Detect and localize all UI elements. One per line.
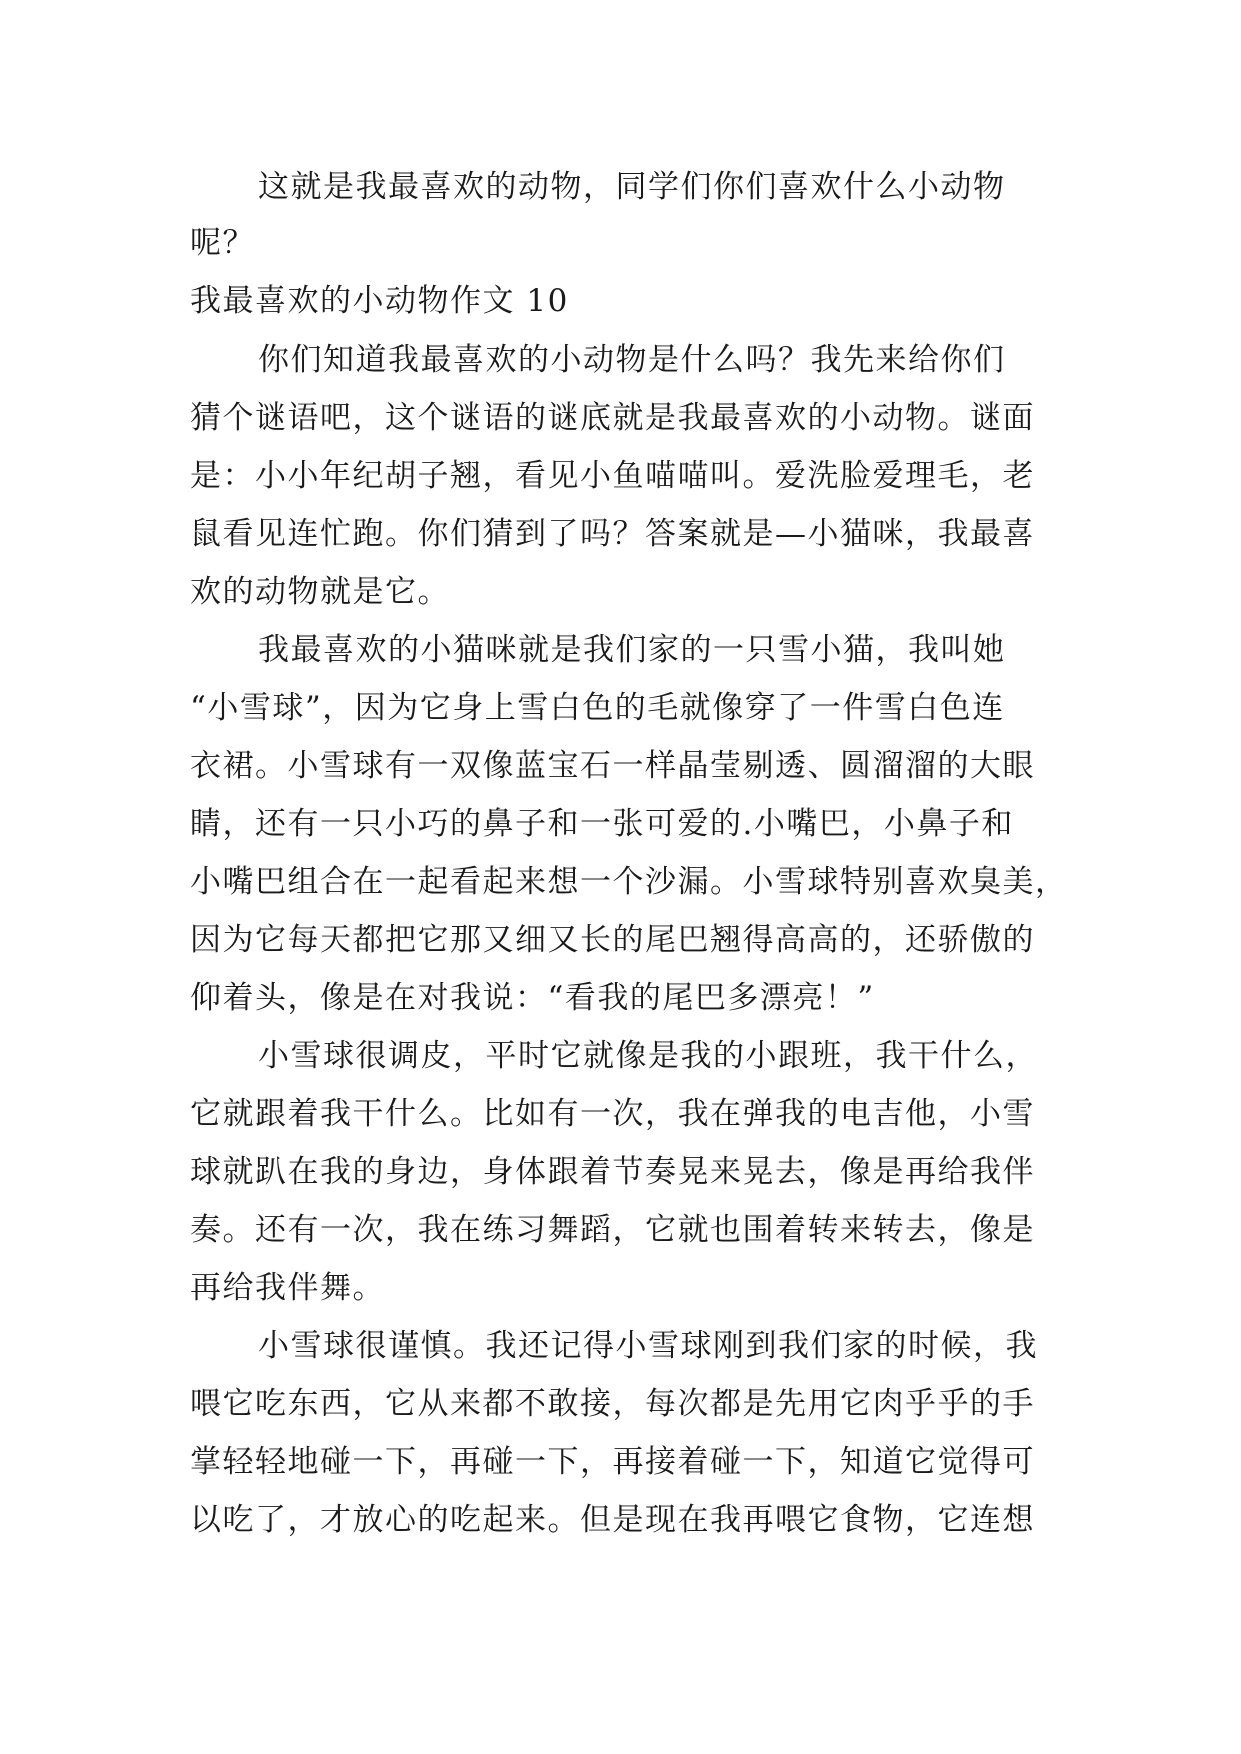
paragraph-line: 衣裙。小雪球有一双像蓝宝石一样晶莹剔透、圆溜溜的大眼 (190, 748, 1035, 784)
paragraph-line: 掌轻轻地碰一下，再碰一下，再接着碰一下，知道它觉得可 (190, 1444, 1035, 1480)
paragraph-line: 我最喜欢的小猫咪就是我们家的一只雪小猫，我叫她 (258, 632, 1006, 668)
paragraph-line: 小嘴巴组合在一起看起来想一个沙漏。小雪球特别喜欢臭美， (190, 864, 1068, 900)
paragraph-line: 再给我伴舞。 (190, 1270, 385, 1306)
paragraph-line: 球就趴在我的身边，身体跟着节奏晃来晃去，像是再给我伴 (190, 1154, 1035, 1190)
paragraph-line: 小雪球很调皮，平时它就像是我的小跟班，我干什么， (258, 1038, 1038, 1074)
paragraph-line: 它就跟着我干什么。比如有一次，我在弹我的电吉他，小雪 (190, 1096, 1035, 1132)
paragraph-line: 小雪球很谨慎。我还记得小雪球刚到我们家的时候，我 (258, 1328, 1038, 1364)
paragraph-line: 猜个谜语吧，这个谜语的谜底就是我最喜欢的小动物。谜面 (190, 400, 1035, 436)
paragraph-line: 鼠看见连忙跑。你们猜到了吗？答案就是—小猫咪，我最喜 (190, 516, 1035, 552)
paragraph-line: 以吃了，才放心的吃起来。但是现在我再喂它食物，它连想 (190, 1502, 1035, 1538)
paragraph-line: “小雪球”，因为它身上雪白色的毛就像穿了一件雪白色连 (190, 690, 1005, 726)
paragraph-line: 这就是我最喜欢的动物，同学们你们喜欢什么小动物 (258, 169, 1006, 205)
paragraph-line: 是：小小年纪胡子翘，看见小鱼喵喵叫。爱洗脸爱理毛，老 (190, 458, 1035, 494)
paragraph-line: 因为它每天都把它那又细又长的尾巴翘得高高的，还骄傲的 (190, 922, 1035, 958)
paragraph-line: 呢？ (190, 225, 255, 261)
paragraph-line: 奏。还有一次，我在练习舞蹈，它就也围着转来转去，像是 (190, 1212, 1035, 1248)
paragraph-line: 欢的动物就是它。 (190, 574, 450, 610)
paragraph-line: 睛，还有一只小巧的鼻子和一张可爱的.小嘴巴，小鼻子和 (190, 806, 1014, 842)
paragraph-line: 喂它吃东西，它从来都不敢接，每次都是先用它肉乎乎的手 (190, 1386, 1035, 1422)
paragraph-line: 仰着头，像是在对我说：“看我的尾巴多漂亮！” (190, 980, 875, 1016)
paragraph-line: 你们知道我最喜欢的小动物是什么吗？我先来给你们 (258, 342, 1006, 378)
section-heading: 我最喜欢的小动物作文 10 (190, 283, 569, 319)
